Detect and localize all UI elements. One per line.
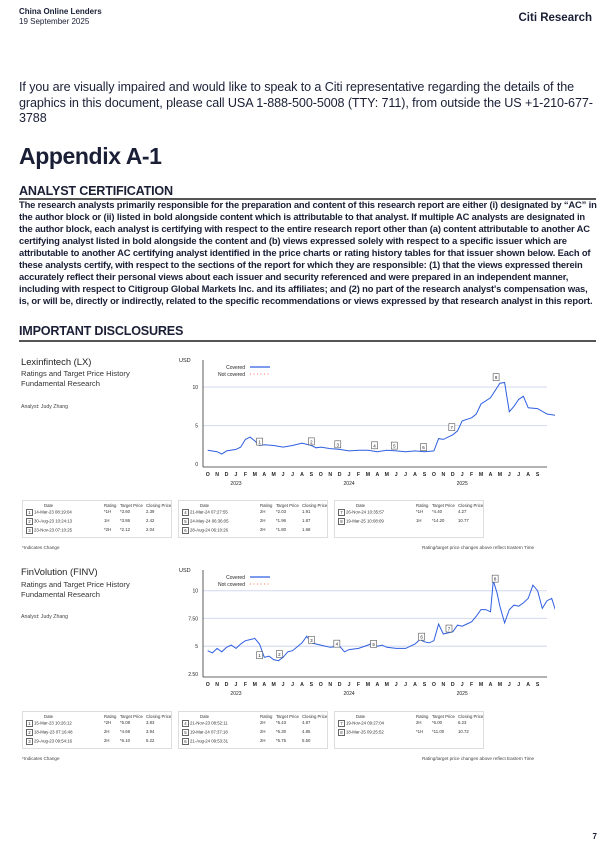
accessibility-notice: If you are visually impaired and would like to speak to a Citi representative regarding the details of the graphics in this document, please call USA 1-888-500-5008 (TTY: 711), from outside the US +1-210-677-3788 bbox=[19, 80, 593, 125]
rating-table bbox=[22, 500, 172, 538]
x-tick-month-label: J bbox=[460, 682, 464, 688]
event-target-price: *5.43 bbox=[276, 720, 287, 725]
x-tick-year-label: 2023 bbox=[230, 691, 242, 697]
appendix-title: Appendix A-1 bbox=[19, 143, 162, 169]
event-number-badge: 6 bbox=[182, 738, 189, 745]
x-tick-month-label: O bbox=[431, 682, 436, 688]
event-rating: 2H bbox=[416, 720, 422, 725]
header-closing-price: Closing Price bbox=[302, 714, 328, 719]
event-rating: 2H bbox=[260, 738, 266, 743]
event-closing-price: 6.23 bbox=[458, 720, 467, 725]
header-date: Date bbox=[200, 714, 210, 719]
event-closing-price: 10.77 bbox=[458, 518, 469, 523]
event-date-text: 15-Mar-23 10:26:12 bbox=[34, 720, 72, 726]
table-row bbox=[338, 518, 480, 527]
x-tick-month-label: S bbox=[535, 682, 540, 688]
event-date bbox=[26, 518, 72, 525]
event-rating: 2H bbox=[260, 509, 266, 514]
x-tick-month-label: A bbox=[375, 472, 380, 478]
marker-number: 2 bbox=[310, 439, 313, 445]
event-date-text: 19-Nov-24 09:27:04 bbox=[346, 720, 384, 726]
header-date: Date bbox=[356, 503, 366, 508]
rating-event-marker bbox=[372, 442, 378, 449]
x-tick-month-label: A bbox=[375, 682, 380, 688]
x-tick-month-label: M bbox=[384, 682, 389, 688]
y-axis-unit-label: USD bbox=[179, 358, 191, 364]
x-tick-month-label: F bbox=[470, 682, 474, 688]
event-date-text: 28-Aug-24 06:10:26 bbox=[190, 527, 228, 533]
brand-name: Citi Research bbox=[518, 12, 592, 24]
event-target-price: *3.86 bbox=[120, 518, 131, 523]
x-tick-month-label: S bbox=[535, 472, 540, 478]
event-target-price: *5.30 bbox=[276, 729, 287, 734]
price-line-covered bbox=[208, 581, 555, 661]
x-tick-year-label: 2024 bbox=[343, 481, 355, 487]
x-tick-month-label: D bbox=[450, 472, 455, 478]
event-closing-price: 5.22 bbox=[146, 738, 155, 743]
rating-event-marker bbox=[334, 640, 340, 647]
marker-number: 2 bbox=[278, 652, 281, 657]
event-date bbox=[338, 509, 384, 516]
important-disclosures-title: IMPORTANT DISCLOSURES bbox=[19, 324, 184, 338]
header-target-price: Target Price bbox=[120, 503, 143, 508]
rating-event-marker bbox=[335, 441, 341, 448]
rating-table bbox=[178, 500, 328, 538]
event-date-text: 21-Mar-24 07:27:55 bbox=[190, 509, 228, 515]
subtitle-ratings: Ratings and Target Price History bbox=[21, 580, 130, 589]
y-tick-label: 0 bbox=[195, 462, 198, 468]
event-date bbox=[338, 729, 384, 736]
rating-event-marker bbox=[371, 640, 377, 647]
timezone-note: Rating/target price changes above reflect Eastern Time bbox=[422, 545, 535, 550]
x-tick-month-label: F bbox=[243, 682, 247, 688]
x-tick-month-label: A bbox=[413, 472, 417, 478]
marker-number: 6 bbox=[422, 445, 425, 451]
x-tick-month-label: M bbox=[478, 682, 484, 688]
rating-table bbox=[178, 711, 328, 749]
x-tick-month-label: D bbox=[224, 682, 229, 688]
rating-event-marker bbox=[492, 575, 498, 582]
x-tick-month-label: D bbox=[450, 682, 455, 688]
event-target-price: *2.12 bbox=[120, 527, 131, 532]
event-closing-price: 2.42 bbox=[146, 518, 155, 523]
company-name: Lexinfintech (LX) bbox=[21, 356, 92, 367]
y-tick-label: 5 bbox=[195, 644, 198, 651]
event-date-text: 26-Nov-24 10:35:57 bbox=[346, 509, 384, 515]
event-rating: 2H bbox=[260, 518, 266, 523]
header-target-price: Target Price bbox=[276, 503, 299, 508]
x-tick-month-label: M bbox=[365, 472, 371, 478]
marker-number: 7 bbox=[450, 425, 454, 431]
header-closing-price: Closing Price bbox=[146, 714, 172, 719]
event-closing-price: 1.87 bbox=[302, 518, 311, 523]
header-rating: Rating bbox=[104, 503, 117, 508]
page-number: 7 bbox=[592, 832, 597, 841]
event-number-badge: 8 bbox=[338, 729, 345, 736]
header-date: Date bbox=[44, 503, 54, 508]
x-tick-month-label: F bbox=[356, 682, 361, 688]
marker-number: 5 bbox=[372, 641, 375, 647]
report-date: 19 September 2025 bbox=[19, 17, 90, 26]
x-tick-month-label: J bbox=[394, 682, 398, 688]
header-rating: Rating bbox=[104, 714, 117, 719]
rating-table bbox=[334, 500, 484, 538]
header-target-price: Target Price bbox=[120, 714, 143, 719]
x-tick-month-label: M bbox=[497, 472, 503, 478]
rating-event-marker bbox=[493, 374, 499, 381]
event-rating: *2H bbox=[104, 720, 112, 725]
x-tick-month-label: A bbox=[488, 682, 493, 688]
price-chart-finv bbox=[175, 562, 555, 702]
header-date: Date bbox=[200, 503, 210, 508]
x-tick-month-label: N bbox=[441, 472, 446, 478]
event-target-price: *14.20 bbox=[432, 518, 445, 523]
rating-event-marker bbox=[446, 625, 452, 632]
x-tick-month-label: N bbox=[328, 682, 333, 688]
x-tick-month-label: A bbox=[526, 472, 531, 478]
event-number-badge: 8 bbox=[338, 518, 345, 525]
event-closing-price: 4.85 bbox=[302, 729, 311, 734]
table-row bbox=[182, 738, 324, 747]
x-tick-month-label: J bbox=[347, 682, 351, 688]
marker-number: 6 bbox=[420, 634, 423, 640]
x-tick-month-label: M bbox=[252, 682, 257, 688]
x-tick-month-label: J bbox=[291, 472, 294, 478]
event-date bbox=[338, 720, 384, 727]
price-chart-svg bbox=[175, 562, 555, 702]
y-axis-unit-label: USD bbox=[179, 568, 191, 574]
x-tick-month-label: D bbox=[337, 682, 342, 688]
x-tick-month-label: M bbox=[271, 682, 276, 688]
marker-number: 1 bbox=[258, 439, 261, 445]
event-closing-price: 3.83 bbox=[146, 720, 155, 725]
rating-event-marker bbox=[419, 633, 425, 640]
x-tick-month-label: N bbox=[215, 682, 220, 688]
event-target-price: *1.80 bbox=[276, 527, 287, 532]
event-date bbox=[182, 527, 228, 534]
section-divider bbox=[19, 340, 596, 342]
report-title: China Online Lenders bbox=[19, 7, 102, 16]
x-tick-month-label: O bbox=[205, 682, 210, 688]
x-tick-month-label: J bbox=[517, 472, 521, 478]
subtitle-research-type: Fundamental Research bbox=[21, 379, 100, 388]
header-target-price: Target Price bbox=[432, 503, 455, 508]
timezone-note: Rating/target price changes above reflect Eastern Time bbox=[422, 756, 535, 761]
rating-event-marker bbox=[421, 444, 427, 451]
x-tick-month-label: A bbox=[300, 682, 304, 688]
header-rating: Rating bbox=[260, 503, 273, 508]
chart-subtitle bbox=[21, 580, 130, 600]
event-date bbox=[182, 738, 228, 745]
event-closing-price: 3.94 bbox=[146, 729, 155, 734]
x-tick-month-label: S bbox=[422, 472, 427, 478]
table-row bbox=[26, 729, 168, 738]
legend-label-not-covered: Not covered bbox=[218, 582, 245, 588]
x-tick-month-label: J bbox=[291, 682, 294, 688]
event-date bbox=[182, 729, 228, 736]
table-row bbox=[26, 738, 168, 747]
x-tick-month-label: S bbox=[422, 682, 427, 688]
legend-label-not-covered: Not covered bbox=[218, 372, 245, 378]
x-tick-month-label: A bbox=[526, 682, 531, 688]
x-tick-month-label: J bbox=[347, 472, 351, 478]
table-row bbox=[26, 509, 168, 518]
event-rating: 1H bbox=[416, 518, 422, 523]
event-target-price: *5.08 bbox=[120, 720, 131, 725]
event-target-price: *5.75 bbox=[276, 738, 287, 743]
rating-table bbox=[22, 711, 172, 749]
x-tick-month-label: O bbox=[318, 682, 323, 688]
rating-table bbox=[334, 711, 484, 749]
price-chart-lx bbox=[175, 352, 555, 492]
event-date-text: 24-May-24 06:36:05 bbox=[190, 518, 229, 524]
event-number-badge: 5 bbox=[182, 518, 189, 525]
header-target-price: Target Price bbox=[276, 714, 299, 719]
event-closing-price: 1.68 bbox=[302, 527, 311, 532]
event-rating: 2H bbox=[260, 729, 266, 734]
legend-label-covered: Covered bbox=[226, 575, 245, 581]
analyst-certification-body: The research analysts primarily responsible for the preparation and content of this research report are either (i) designated by “AC” in the author block or (ii) listed in bold alongside content which is attributable to that analyst. If multiple AC analysts are designated in the author block, each analyst is certifying with respect to the entire research report other than (a) content attributable to another AC certifying analyst listed in bold alongside the content and (b) views expressed solely with respect to a specific issuer which are attributable to another AC certifying analyst identified in the price charts or rating history tables for that issuer shown below. Each of these analysts certify, with respect to the sections of the report for which they are responsible: (1) that the views expressed therein accurately reflect their personal views about each issuer and security referenced and were prepared in an independent manner, including with respect to Citigroup Global Markets Inc. and its affiliates; and (2) no part of the research analyst's compensation was, is, or will be, directly or indirectly, related to the specific recommendations or views expressed by that research analyst in this report. bbox=[19, 199, 597, 306]
marker-number: 5 bbox=[393, 443, 396, 449]
table-row bbox=[26, 720, 168, 729]
table-row bbox=[338, 509, 480, 518]
table-row bbox=[26, 518, 168, 527]
marker-number: 4 bbox=[335, 641, 339, 647]
event-number-badge: 4 bbox=[182, 509, 189, 516]
x-tick-year-label: 2023 bbox=[230, 481, 242, 487]
event-closing-price: 10.72 bbox=[458, 729, 469, 734]
x-tick-month-label: D bbox=[224, 472, 229, 478]
analyst-name: Analyst: Judy Zhang bbox=[21, 614, 69, 620]
marker-number: 8 bbox=[494, 375, 498, 381]
x-tick-month-label: S bbox=[309, 472, 314, 478]
event-number-badge: 3 bbox=[26, 527, 33, 534]
event-target-price: *6.00 bbox=[432, 720, 443, 725]
x-tick-month-label: S bbox=[309, 682, 314, 688]
table-row bbox=[338, 720, 480, 729]
event-number-badge: 3 bbox=[26, 738, 33, 745]
event-closing-price: 2.39 bbox=[146, 509, 155, 514]
x-tick-month-label: A bbox=[488, 472, 493, 478]
event-date-text: 29-Aug-23 09:54:16 bbox=[34, 738, 72, 744]
event-rating: 2H bbox=[260, 527, 266, 532]
event-date bbox=[26, 729, 72, 736]
header-date: Date bbox=[44, 714, 54, 719]
x-tick-month-label: M bbox=[365, 682, 371, 688]
event-number-badge: 2 bbox=[26, 518, 33, 525]
rating-event-marker bbox=[257, 438, 263, 445]
event-number-badge: 1 bbox=[26, 509, 33, 516]
x-tick-month-label: J bbox=[517, 682, 521, 688]
event-date bbox=[182, 720, 228, 727]
event-date-text: 18-Mar-25 09:25:52 bbox=[346, 729, 384, 735]
event-date-text: 19-Mar-25 10:08:09 bbox=[346, 518, 384, 524]
event-date-text: 30-Aug-23 10:24:13 bbox=[34, 518, 72, 524]
event-date bbox=[26, 738, 72, 745]
rating-event-marker bbox=[308, 438, 314, 445]
event-date bbox=[26, 527, 72, 534]
x-tick-month-label: N bbox=[328, 472, 333, 478]
x-tick-month-label: A bbox=[262, 472, 267, 478]
event-rating: 2H bbox=[260, 720, 266, 725]
x-tick-year-label: 2024 bbox=[343, 691, 355, 697]
x-tick-month-label: J bbox=[281, 472, 285, 478]
event-date bbox=[338, 518, 384, 525]
event-closing-price: 4.87 bbox=[302, 720, 311, 725]
marker-number: 4 bbox=[373, 443, 376, 449]
event-date bbox=[26, 720, 72, 727]
report-header bbox=[19, 7, 102, 27]
rating-event-marker bbox=[276, 651, 282, 658]
y-tick-label: 10 bbox=[192, 385, 198, 392]
event-number-badge: 7 bbox=[338, 720, 345, 727]
event-date-text: 19-Mar-24 07:37:18 bbox=[190, 729, 228, 735]
chart-subtitle bbox=[21, 369, 130, 389]
event-number-badge: 6 bbox=[182, 527, 189, 534]
indicates-change-note: *Indicates Change bbox=[22, 545, 60, 550]
table-row bbox=[182, 720, 324, 729]
marker-number: 3 bbox=[336, 442, 340, 448]
analyst-certification-title: ANALYST CERTIFICATION bbox=[19, 184, 173, 198]
x-tick-month-label: M bbox=[497, 682, 503, 688]
event-rating: 2H bbox=[104, 729, 110, 734]
x-tick-month-label: M bbox=[271, 472, 276, 478]
x-tick-month-label: O bbox=[318, 472, 323, 478]
event-closing-price: 1.91 bbox=[302, 509, 311, 514]
event-number-badge: 5 bbox=[182, 729, 189, 736]
rating-event-marker bbox=[308, 636, 314, 643]
table-row bbox=[182, 509, 324, 518]
x-tick-month-label: J bbox=[507, 682, 511, 688]
x-tick-month-label: O bbox=[431, 472, 436, 478]
x-tick-month-label: M bbox=[252, 472, 257, 478]
x-tick-month-label: F bbox=[243, 472, 247, 478]
x-tick-month-label: D bbox=[337, 472, 342, 478]
header-target-price: Target Price bbox=[432, 714, 455, 719]
x-tick-month-label: M bbox=[384, 472, 389, 478]
x-tick-month-label: J bbox=[234, 472, 238, 478]
event-date bbox=[26, 509, 72, 516]
event-rating: *1H bbox=[104, 509, 112, 514]
event-date bbox=[182, 509, 228, 516]
event-closing-price: 4.27 bbox=[458, 509, 467, 514]
header-rating: Rating bbox=[416, 714, 429, 719]
event-rating: *2H bbox=[104, 527, 112, 532]
x-tick-month-label: N bbox=[441, 682, 446, 688]
x-tick-month-label: J bbox=[507, 472, 511, 478]
table-row bbox=[182, 729, 324, 738]
rating-event-marker bbox=[257, 652, 263, 659]
indicates-change-note: *Indicates Change bbox=[22, 756, 60, 761]
legend-label-covered: Covered bbox=[226, 365, 245, 371]
marker-number: 7 bbox=[447, 626, 451, 632]
event-target-price: *11.00 bbox=[432, 729, 445, 734]
x-tick-month-label: F bbox=[356, 472, 361, 478]
event-number-badge: 7 bbox=[338, 509, 345, 516]
x-tick-month-label: J bbox=[404, 682, 408, 688]
analyst-name: Analyst: Judy Zhang bbox=[21, 404, 69, 410]
y-tick-label: 2.50 bbox=[188, 672, 198, 678]
event-date-text: 14-Mar-23 08:19:04 bbox=[34, 509, 72, 515]
subtitle-ratings: Ratings and Target Price History bbox=[21, 369, 130, 378]
rating-event-marker bbox=[449, 424, 455, 431]
x-tick-month-label: J bbox=[234, 682, 238, 688]
event-date-text: 18-May-23 07:16:48 bbox=[34, 729, 73, 735]
event-rating: 2H bbox=[104, 738, 110, 743]
event-date-text: 21-Aug-24 09:53:31 bbox=[190, 738, 228, 744]
rating-event-marker bbox=[391, 442, 397, 449]
header-closing-price: Closing Price bbox=[146, 503, 172, 508]
x-tick-month-label: J bbox=[404, 472, 408, 478]
header-closing-price: Closing Price bbox=[458, 714, 484, 719]
event-rating: *1H bbox=[416, 509, 424, 514]
event-target-price: *4.40 bbox=[432, 509, 443, 514]
table-row bbox=[182, 527, 324, 536]
y-tick-label: 7.50 bbox=[188, 616, 198, 623]
header-rating: Rating bbox=[260, 714, 273, 719]
x-tick-year-label: 2025 bbox=[456, 691, 468, 697]
header-closing-price: Closing Price bbox=[458, 503, 484, 508]
event-closing-price: 2.04 bbox=[146, 527, 155, 532]
x-tick-month-label: O bbox=[205, 472, 210, 478]
table-row bbox=[182, 518, 324, 527]
price-chart-svg bbox=[175, 352, 555, 492]
event-target-price: *2.03 bbox=[276, 509, 287, 514]
x-tick-month-label: M bbox=[478, 472, 484, 478]
event-target-price: *3.60 bbox=[120, 509, 131, 514]
event-number-badge: 4 bbox=[182, 720, 189, 727]
header-rating: Rating bbox=[416, 503, 429, 508]
x-tick-month-label: A bbox=[300, 472, 304, 478]
marker-number: 8 bbox=[493, 576, 497, 582]
x-tick-month-label: F bbox=[470, 472, 474, 478]
event-date bbox=[182, 518, 228, 525]
x-tick-month-label: J bbox=[460, 472, 464, 478]
x-tick-month-label: A bbox=[413, 682, 417, 688]
event-target-price: *6.10 bbox=[120, 738, 131, 743]
event-number-badge: 2 bbox=[26, 729, 33, 736]
table-row bbox=[338, 729, 480, 738]
event-target-price: *4.68 bbox=[120, 729, 131, 734]
x-tick-month-label: A bbox=[262, 682, 267, 688]
x-tick-month-label: J bbox=[281, 682, 285, 688]
event-date-text: 23-Nov-23 07:10:25 bbox=[34, 527, 72, 533]
x-tick-month-label: N bbox=[215, 472, 220, 478]
event-closing-price: 5.50 bbox=[302, 738, 311, 743]
event-rating: *1H bbox=[416, 729, 424, 734]
subtitle-research-type: Fundamental Research bbox=[21, 590, 100, 599]
table-row bbox=[26, 527, 168, 536]
y-tick-label: 5 bbox=[195, 423, 198, 430]
event-target-price: *1.96 bbox=[276, 518, 287, 523]
marker-number: 3 bbox=[310, 637, 313, 643]
header-date: Date bbox=[356, 714, 366, 719]
event-rating: 1H bbox=[104, 518, 110, 523]
marker-number: 1 bbox=[258, 653, 261, 659]
event-number-badge: 1 bbox=[26, 720, 33, 727]
x-tick-year-label: 2025 bbox=[456, 481, 468, 487]
company-name: FinVolution (FINV) bbox=[21, 566, 98, 577]
x-tick-month-label: J bbox=[394, 472, 398, 478]
event-date-text: 21-Nov-23 08:52:11 bbox=[190, 720, 228, 726]
y-tick-label: 10 bbox=[192, 588, 198, 595]
header-closing-price: Closing Price bbox=[302, 503, 328, 508]
